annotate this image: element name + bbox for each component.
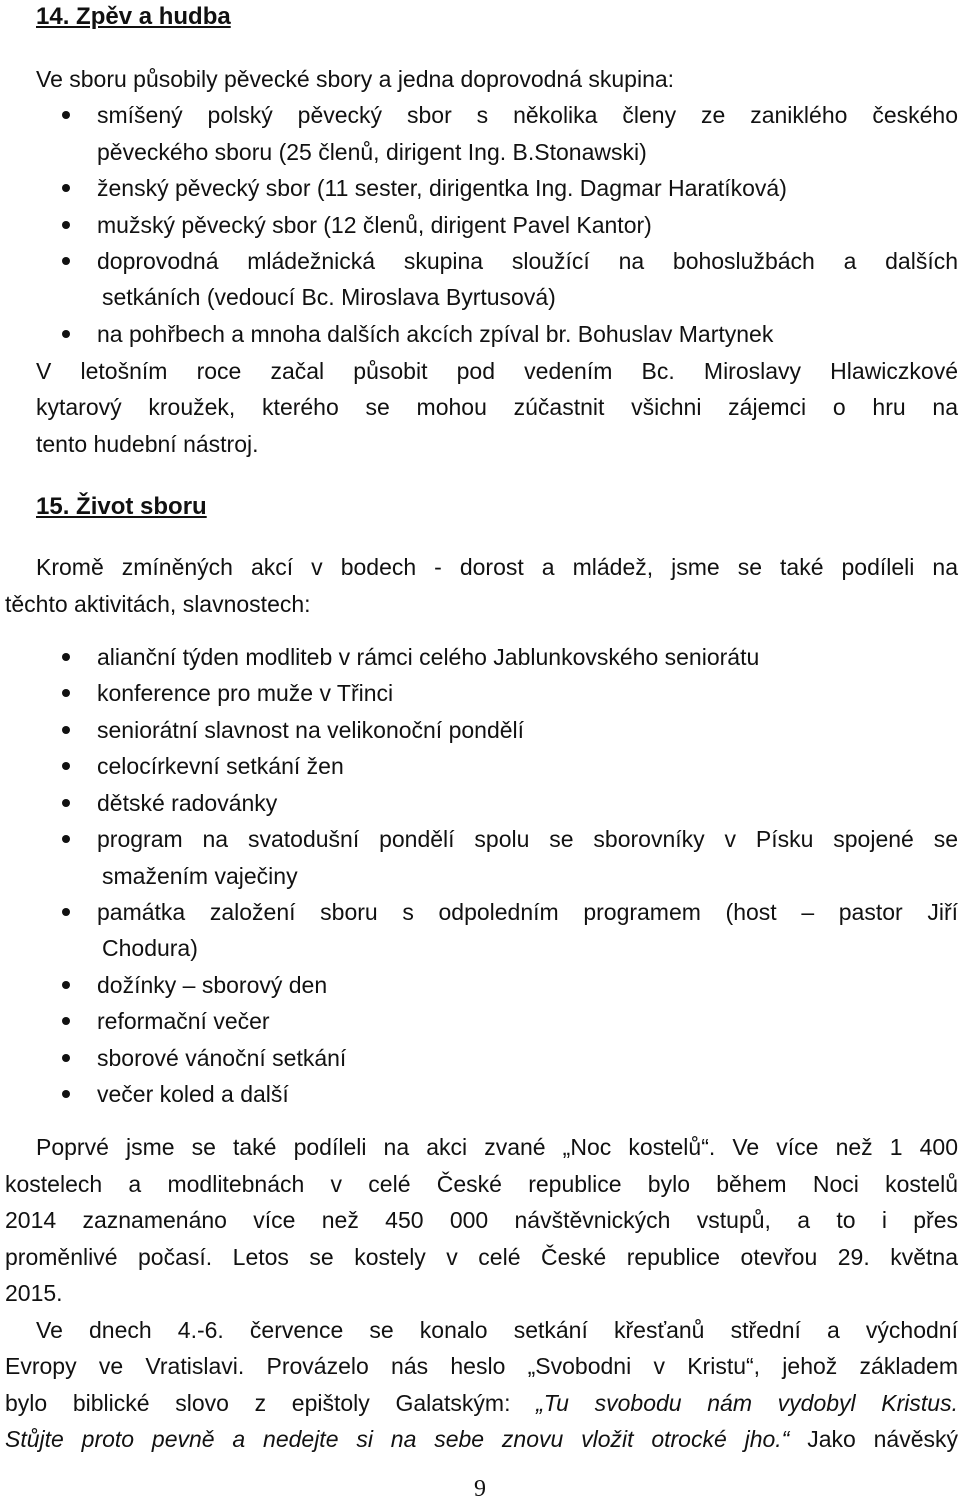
paragraph-line: kostelech a modlitebnách v celé České republice bylo během Noci kostelů	[5, 1171, 958, 1197]
quote-text: Stůjte proto pevně a nedejte si na sebe znovu vložit otrocké jho.“	[5, 1426, 790, 1452]
bullet-icon	[62, 257, 70, 265]
paragraph-line: 2014 zaznamenáno více než 450 000 návštěvnických vstupů, a to i přes	[5, 1207, 958, 1233]
bullet-icon	[62, 689, 70, 697]
section-15-heading: 15. Život sboru	[36, 493, 207, 520]
list-item: památka založení sboru s odpoledním programem (host – pastor Jiří	[97, 899, 958, 925]
section-15-intro: Kromě zmíněných akcí v bodech - dorost a mládež, jsme se také podíleli na	[36, 554, 958, 580]
list-item: dětské radovánky	[97, 790, 278, 816]
section-14-heading: 14. Zpěv a hudba	[36, 3, 231, 30]
page-number: 9	[474, 1476, 486, 1502]
list-item: dožínky – sborový den	[97, 972, 328, 998]
paragraph-line: Poprvé jsme se také podíleli na akci zvané „Noc kostelů“. Ve více než 1 400	[36, 1134, 958, 1160]
list-item: seniorátní slavnost na velikonoční pondělí	[97, 717, 525, 743]
list-item: reformační večer	[97, 1008, 270, 1034]
list-item-continuation: pěveckého sboru (25 členů, dirigent Ing. B.Stonawski)	[97, 139, 647, 165]
section-15-intro-continuation: těchto aktivitách, slavnostech:	[5, 591, 311, 617]
bullet-icon	[62, 1017, 70, 1025]
text-run: bylo biblické slovo z epištoly Galatským:	[5, 1390, 537, 1416]
paragraph-line	[5, 1388, 958, 1418]
bullet-icon	[62, 1054, 70, 1062]
bullet-icon	[62, 330, 70, 338]
list-item: mužský pěvecký sbor (12 členů, dirigent Pavel Kantor)	[97, 212, 652, 238]
paragraph-line: Ve dnech 4.-6. července se konalo setkání křesťanů střední a východní	[36, 1317, 958, 1343]
list-item: večer koled a další	[97, 1081, 289, 1107]
paragraph-line: tento hudební nástroj.	[36, 431, 259, 457]
list-item-continuation: smažením vaječiny	[102, 863, 298, 889]
bullet-icon	[62, 111, 70, 119]
list-item: doprovodná mládežnická skupina sloužící na bohoslužbách a dalších	[97, 248, 958, 274]
list-item: celocírkevní setkání žen	[97, 753, 344, 779]
list-item: alianční týden modliteb v rámci celého Jablunkovského seniorátu	[97, 644, 760, 670]
bullet-icon	[62, 799, 70, 807]
paragraph-line: kytarový kroužek, kterého se mohou zúčastnit všichni zájemci o hru na	[36, 394, 958, 420]
paragraph-line: V letošním roce začal působit pod vedením Bc. Miroslavy Hlawiczkové	[36, 358, 958, 384]
bullet-icon	[62, 184, 70, 192]
list-item: smíšený polský pěvecký sbor s několika členy ze zaniklého českého	[97, 102, 958, 128]
section-14-intro: Ve sboru působily pěvecké sbory a jedna doprovodná skupina:	[36, 66, 675, 92]
paragraph-line: Evropy ve Vratislavi. Provázelo nás heslo „Svobodni v Kristu“, jehož základem	[5, 1353, 958, 1379]
paragraph-line: proměnlivé počasí. Letos se kostely v celé České republice otevřou 29. května	[5, 1244, 958, 1270]
bullet-icon	[62, 1090, 70, 1098]
list-item: ženský pěvecký sbor (11 sester, dirigentka Ing. Dagmar Haratíková)	[97, 175, 787, 201]
bullet-icon	[62, 908, 70, 916]
bullet-icon	[62, 762, 70, 770]
list-item-continuation: setkáních (vedoucí Bc. Miroslava Byrtusová)	[102, 284, 556, 310]
list-item: sborové vánoční setkání	[97, 1045, 347, 1071]
bullet-icon	[62, 726, 70, 734]
list-item-continuation: Chodura)	[102, 935, 198, 961]
bullet-icon	[62, 981, 70, 989]
paragraph-line: 2015.	[5, 1280, 63, 1306]
text-run: Jako návěský	[789, 1426, 958, 1452]
list-item: program na svatodušní pondělí spolu se sborovníky v Písku spojené se	[97, 826, 958, 852]
bullet-icon	[62, 653, 70, 661]
quote-text: „Tu svobodu nám vydobyl Kristus.	[536, 1390, 958, 1416]
list-item: konference pro muže v Třinci	[97, 680, 394, 706]
bullet-icon	[62, 835, 70, 843]
bullet-icon	[62, 221, 70, 229]
list-item: na pohřbech a mnoha dalších akcích zpíval br. Bohuslav Martynek	[97, 321, 774, 347]
paragraph-line	[5, 1424, 958, 1454]
